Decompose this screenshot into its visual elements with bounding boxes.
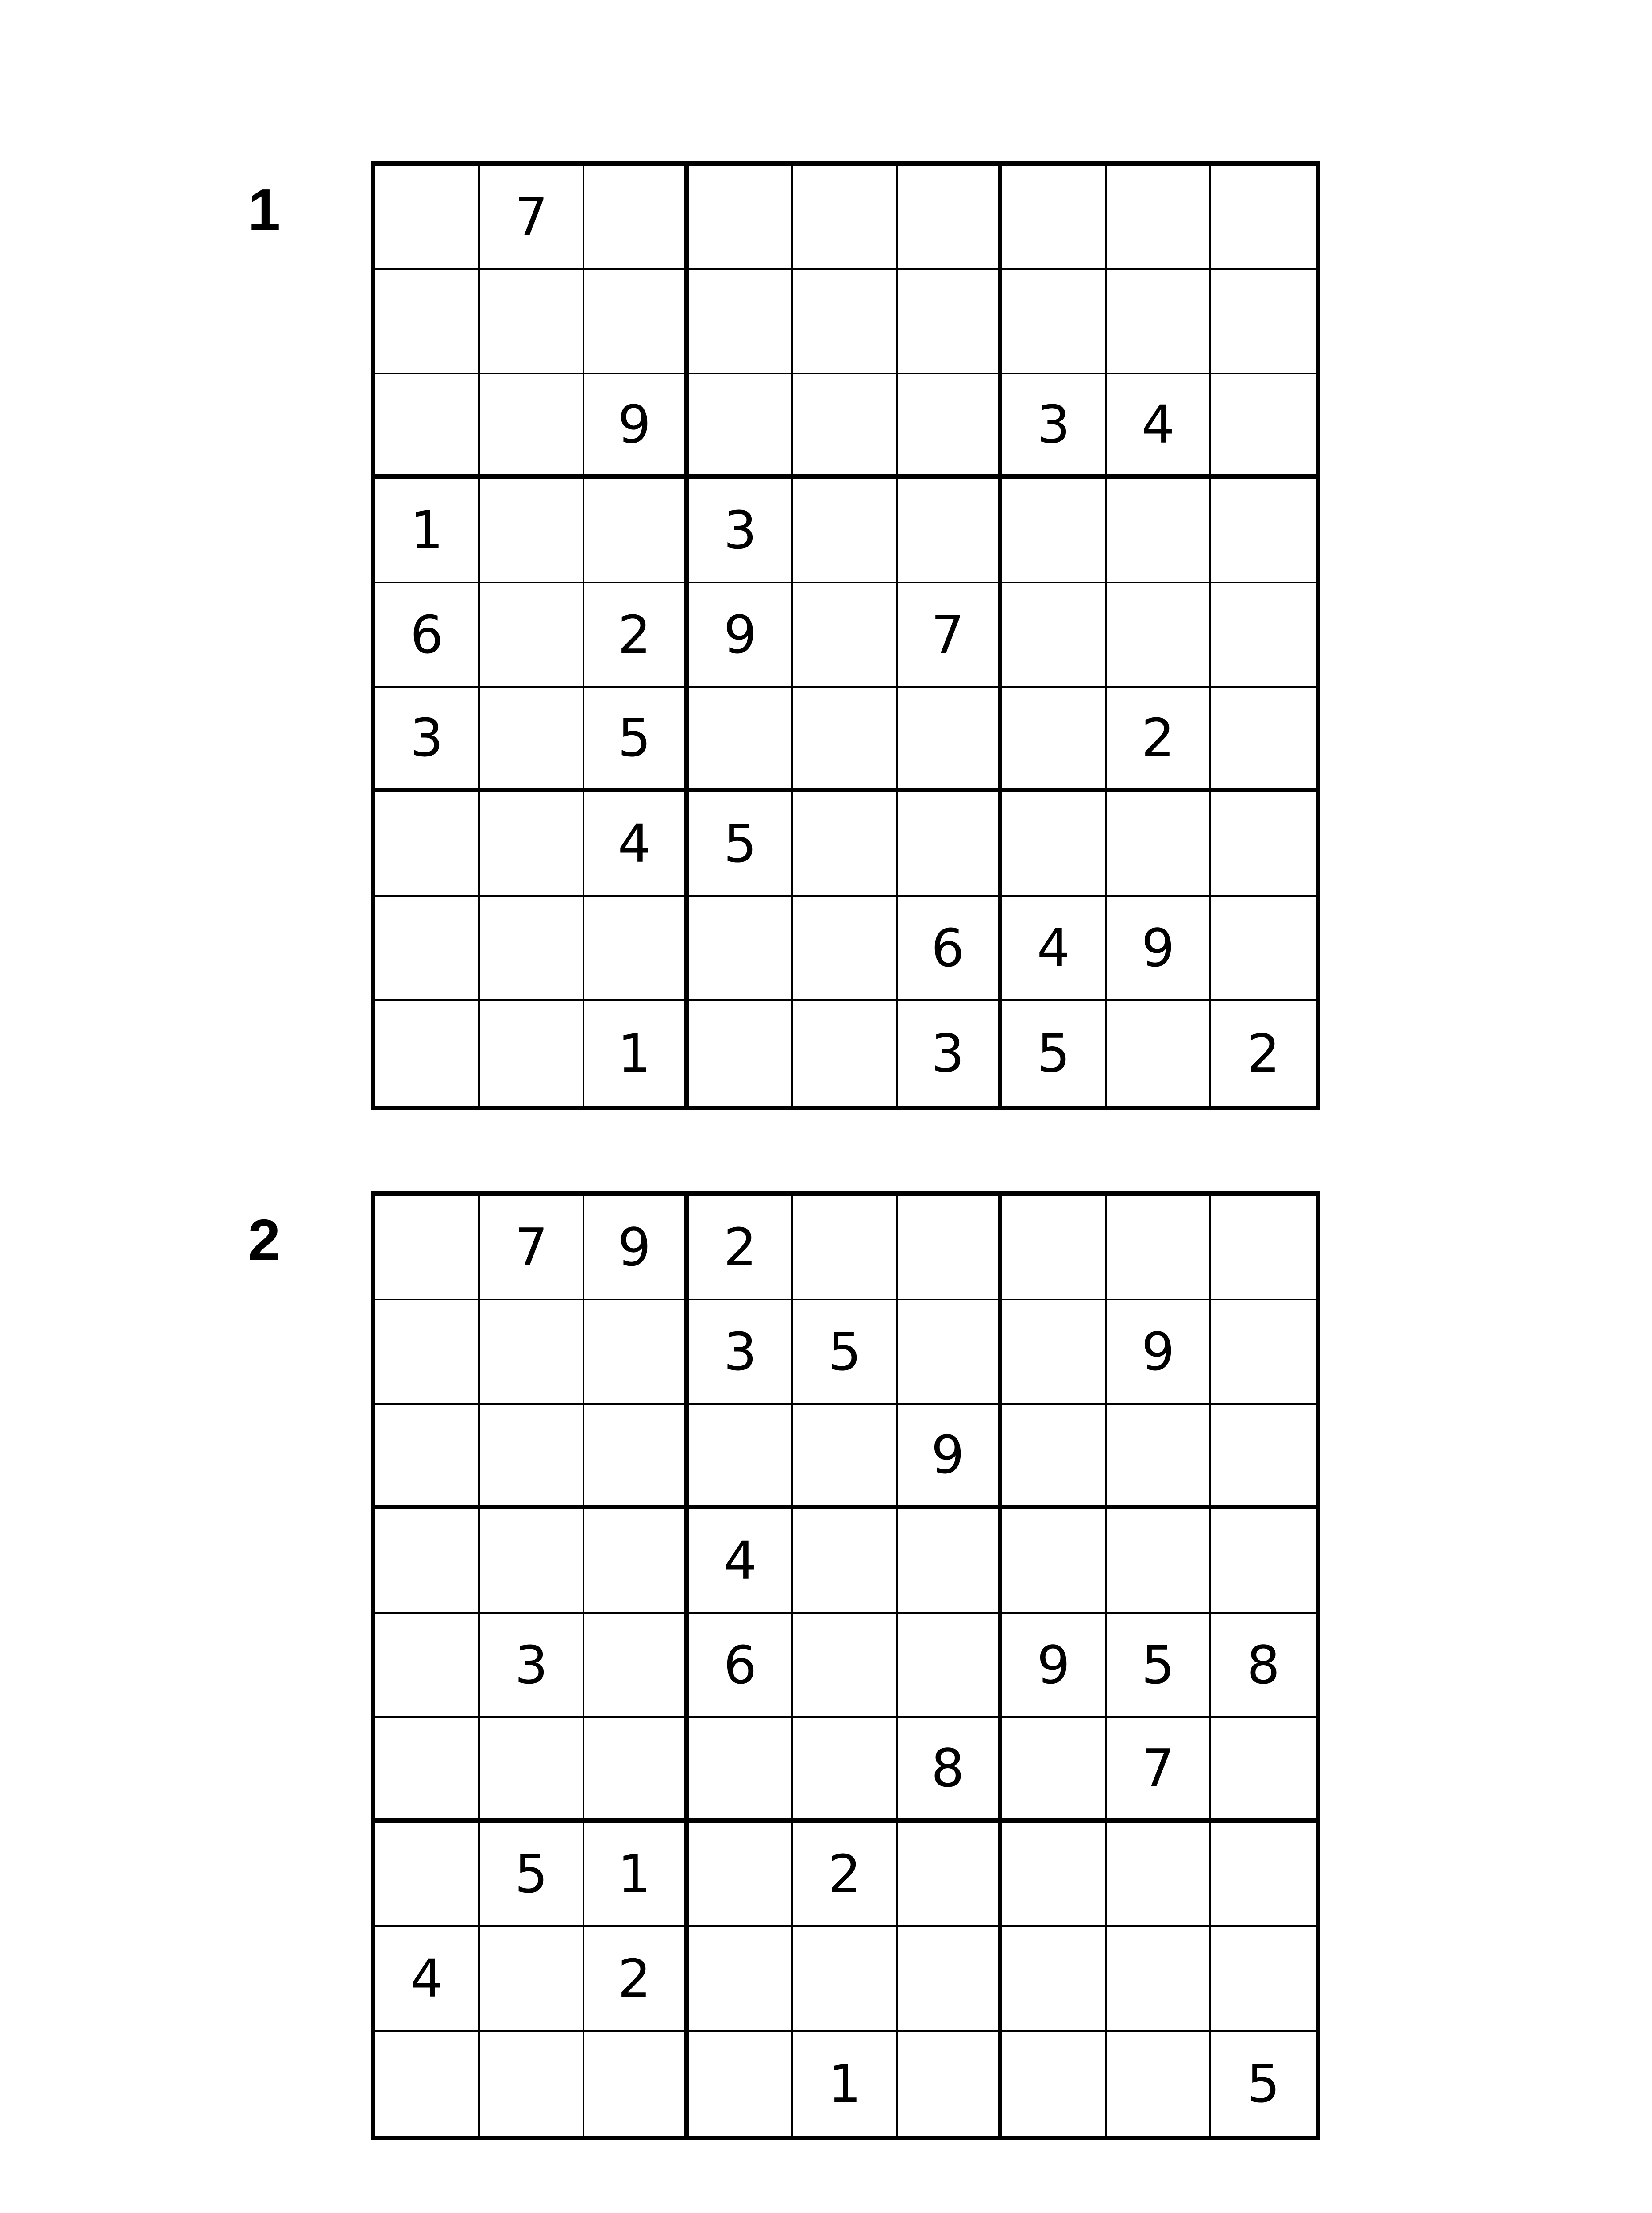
sudoku-cell[interactable]: 2 [689,1196,793,1300]
sudoku-cell[interactable] [375,1614,480,1718]
sudoku-cell[interactable] [1211,166,1316,270]
sudoku-cell[interactable] [898,1196,1002,1300]
sudoku-cell[interactable] [1107,1509,1211,1614]
sudoku-cell[interactable]: 3 [689,479,793,583]
sudoku-cell[interactable]: 9 [898,1405,1002,1509]
sudoku-cell[interactable]: 4 [584,792,689,897]
sudoku-cell[interactable]: 3 [480,1614,584,1718]
sudoku-cell[interactable]: 3 [1002,374,1107,479]
sudoku-cell[interactable] [480,270,584,374]
sudoku-cell[interactable] [375,166,480,270]
sudoku-cell[interactable]: 2 [793,1823,898,1927]
sudoku-cell[interactable] [480,897,584,1001]
sudoku-cell[interactable]: 5 [584,688,689,792]
sudoku-cell[interactable] [584,1718,689,1823]
sudoku-cell[interactable] [898,688,1002,792]
sudoku-cell[interactable] [1002,688,1107,792]
sudoku-cell[interactable] [480,1927,584,2032]
sudoku-cell[interactable]: 6 [375,583,480,688]
sudoku-cell[interactable] [1211,1509,1316,1614]
sudoku-cell[interactable] [793,1718,898,1823]
sudoku-cell[interactable] [689,270,793,374]
sudoku-cell[interactable] [1211,1823,1316,1927]
sudoku-cell[interactable]: 2 [584,583,689,688]
sudoku-cell[interactable] [898,1509,1002,1614]
sudoku-cell[interactable] [898,374,1002,479]
sudoku-cell[interactable] [898,479,1002,583]
sudoku-cell[interactable] [1002,792,1107,897]
sudoku-cell[interactable] [898,1614,1002,1718]
sudoku-cell[interactable]: 9 [1107,1300,1211,1405]
sudoku-cell[interactable] [1107,1927,1211,2032]
sudoku-cell[interactable]: 7 [898,583,1002,688]
sudoku-cell[interactable]: 5 [1107,1614,1211,1718]
sudoku-cell[interactable] [689,897,793,1001]
sudoku-cell[interactable] [1002,1300,1107,1405]
sudoku-cell[interactable] [480,2032,584,2136]
sudoku-cell[interactable] [375,374,480,479]
sudoku-cell[interactable] [1002,166,1107,270]
puzzle-number-2: 2 [248,1207,281,1272]
sudoku-cell[interactable] [689,1823,793,1927]
sudoku-cell[interactable] [898,1300,1002,1405]
sudoku-cell[interactable] [375,2032,480,2136]
sudoku-cell[interactable] [1211,1405,1316,1509]
sudoku-cell[interactable] [1211,270,1316,374]
sudoku-cell[interactable]: 3 [689,1300,793,1405]
sudoku-cell[interactable]: 4 [689,1509,793,1614]
sudoku-cell[interactable] [793,1927,898,2032]
sudoku-cell[interactable] [1211,1927,1316,2032]
sudoku-cell[interactable]: 7 [1107,1718,1211,1823]
sudoku-cell[interactable] [375,897,480,1001]
sudoku-cell[interactable]: 2 [1211,1001,1316,1106]
sudoku-cell[interactable]: 1 [375,479,480,583]
sudoku-cell[interactable] [584,479,689,583]
sudoku-cell[interactable] [1107,2032,1211,2136]
sudoku-cell[interactable] [793,270,898,374]
sudoku-cell[interactable] [480,1001,584,1106]
sudoku-cell[interactable] [480,1405,584,1509]
sudoku-cell[interactable] [1002,1927,1107,2032]
sudoku-cell[interactable] [1211,688,1316,792]
sudoku-cell[interactable] [689,1405,793,1509]
sudoku-cell[interactable]: 6 [689,1614,793,1718]
sudoku-cell[interactable] [584,1614,689,1718]
sudoku-cell[interactable] [689,688,793,792]
sudoku-cell[interactable]: 9 [584,374,689,479]
sudoku-cell[interactable]: 9 [1002,1614,1107,1718]
sudoku-cell[interactable]: 2 [584,1927,689,2032]
sudoku-cell[interactable]: 7 [480,166,584,270]
sudoku-cell[interactable] [584,1509,689,1614]
sudoku-cell[interactable] [480,374,584,479]
sudoku-cell[interactable] [793,1509,898,1614]
sudoku-cell[interactable] [689,1001,793,1106]
sudoku-cell[interactable] [1002,270,1107,374]
sudoku-cell[interactable] [793,1405,898,1509]
sudoku-cell[interactable] [480,792,584,897]
sudoku-cell[interactable] [375,1405,480,1509]
sudoku-cell[interactable]: 9 [689,583,793,688]
sudoku-cell[interactable] [689,1927,793,2032]
sudoku-cell[interactable] [1107,1196,1211,1300]
sudoku-cell[interactable]: 8 [898,1718,1002,1823]
sudoku-cell[interactable]: 5 [480,1823,584,1927]
sudoku-cell[interactable]: 1 [584,1001,689,1106]
sudoku-cell[interactable]: 5 [793,1300,898,1405]
sudoku-cell[interactable] [480,1718,584,1823]
sudoku-cell[interactable] [1002,2032,1107,2136]
sudoku-cell[interactable] [898,2032,1002,2136]
sudoku-cell[interactable] [1002,479,1107,583]
sudoku-cell[interactable] [1107,270,1211,374]
sudoku-cell[interactable]: 3 [898,1001,1002,1106]
sudoku-cell[interactable] [375,1001,480,1106]
sudoku-cell[interactable] [584,166,689,270]
sudoku-cell[interactable] [898,270,1002,374]
sudoku-cell[interactable] [1002,1405,1107,1509]
sudoku-cell[interactable]: 5 [689,792,793,897]
sudoku-cell[interactable] [1107,1823,1211,1927]
sudoku-cell[interactable] [584,2032,689,2136]
sudoku-cell[interactable] [793,583,898,688]
sudoku-cell[interactable]: 3 [375,688,480,792]
sudoku-cell[interactable]: 9 [1107,897,1211,1001]
sudoku-cell[interactable] [584,1405,689,1509]
sudoku-cell[interactable] [793,792,898,897]
sudoku-cell[interactable] [1211,374,1316,479]
sudoku-cell[interactable] [1107,792,1211,897]
sudoku-cell[interactable]: 4 [1002,897,1107,1001]
sudoku-cell[interactable] [1107,1001,1211,1106]
sudoku-cell[interactable] [375,1196,480,1300]
sudoku-cell[interactable]: 5 [1002,1001,1107,1106]
sudoku-cell[interactable] [375,1823,480,1927]
sudoku-cell[interactable] [375,792,480,897]
sudoku-cell[interactable] [898,166,1002,270]
sudoku-cell[interactable] [1211,479,1316,583]
sudoku-cell[interactable] [793,374,898,479]
sudoku-cell[interactable] [898,1927,1002,2032]
sudoku-cell[interactable]: 2 [1107,688,1211,792]
sudoku-cell[interactable] [584,1300,689,1405]
sudoku-cell[interactable] [1211,1196,1316,1300]
sudoku-cell[interactable]: 8 [1211,1614,1316,1718]
sudoku-cell[interactable] [1002,583,1107,688]
puzzle-number-1: 1 [248,177,281,242]
sudoku-cell[interactable] [1107,479,1211,583]
sudoku-cell[interactable] [375,1300,480,1405]
sudoku-cell[interactable] [689,374,793,479]
sudoku-cell[interactable]: 4 [375,1927,480,2032]
sudoku-board-1 [371,161,1320,1110]
sudoku-board-2 [371,1191,1320,2140]
sudoku-cell[interactable]: 5 [1211,2032,1316,2136]
sudoku-cell[interactable] [1211,583,1316,688]
sudoku-cell[interactable] [793,166,898,270]
sudoku-cell[interactable] [1002,1823,1107,1927]
sudoku-cell[interactable] [375,1718,480,1823]
sudoku-cell[interactable] [584,270,689,374]
sudoku-cell[interactable] [1002,1196,1107,1300]
sudoku-cell[interactable]: 6 [898,897,1002,1001]
sudoku-cell[interactable] [1107,166,1211,270]
sudoku-cell[interactable]: 1 [584,1823,689,1927]
sudoku-cell[interactable] [1002,1509,1107,1614]
sudoku-cell[interactable] [793,1001,898,1106]
sudoku-cell[interactable] [480,688,584,792]
sudoku-cell[interactable] [480,1300,584,1405]
sudoku-cell[interactable] [1211,1718,1316,1823]
sudoku-cell[interactable] [793,897,898,1001]
sudoku-cell[interactable] [689,166,793,270]
sudoku-cell[interactable]: 9 [584,1196,689,1300]
sudoku-cell[interactable]: 1 [793,2032,898,2136]
sudoku-cell[interactable] [1211,897,1316,1001]
sudoku-cell[interactable] [480,583,584,688]
sudoku-cell[interactable] [375,1509,480,1614]
sudoku-cell[interactable]: 4 [1107,374,1211,479]
sudoku-cell[interactable] [898,1823,1002,1927]
sudoku-cell[interactable] [480,479,584,583]
sudoku-cell[interactable] [480,1509,584,1614]
sudoku-cell[interactable] [793,1614,898,1718]
sudoku-cell[interactable] [1002,1718,1107,1823]
sudoku-cell[interactable] [1211,1300,1316,1405]
sudoku-cell[interactable] [1211,792,1316,897]
sudoku-cell[interactable] [1107,583,1211,688]
sudoku-cell[interactable] [584,897,689,1001]
sudoku-cell[interactable]: 7 [480,1196,584,1300]
sudoku-cell[interactable] [689,2032,793,2136]
sudoku-cell[interactable] [689,1718,793,1823]
sudoku-cell[interactable] [898,792,1002,897]
sudoku-cell[interactable] [793,1196,898,1300]
sudoku-cell[interactable] [793,479,898,583]
sudoku-cell[interactable] [793,688,898,792]
sudoku-cell[interactable] [1107,1405,1211,1509]
sudoku-cell[interactable] [375,270,480,374]
